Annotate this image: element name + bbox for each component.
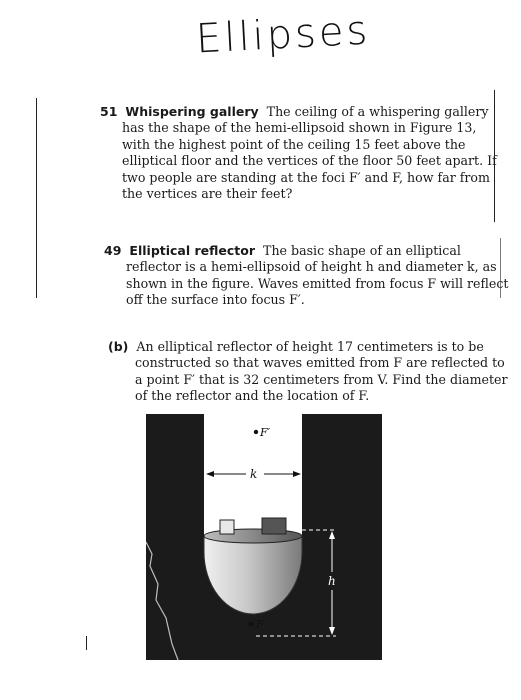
diameter-label: k — [250, 467, 258, 481]
problem-number: 49 — [104, 243, 122, 258]
rim-block-right — [262, 518, 286, 534]
part-text: An elliptical reflector of height 17 centimeters is to be constructed so that waves emitted from F are reflected to a point F′ that is 32 centimeters from V. Find the diameter of the reflector and the location of F. — [135, 339, 508, 404]
reflector-rim — [204, 529, 302, 543]
part-label: (b) — [108, 339, 129, 354]
rim-block-left — [220, 520, 234, 534]
focus-bottom-point — [249, 622, 254, 627]
focus-top-label: F′ — [260, 426, 271, 439]
problem-title: Whispering gallery — [125, 104, 259, 119]
focus-bottom-label: F — [256, 618, 264, 631]
page-heading: Ellipses — [194, 7, 372, 63]
reflector-illustration — [146, 414, 382, 660]
height-label: h — [328, 574, 336, 588]
left-margin-line — [36, 98, 37, 298]
problem-49 — [104, 243, 510, 309]
reflector-figure — [146, 414, 382, 660]
problem-49-part-b — [108, 339, 515, 405]
bottom-left-tick — [86, 636, 87, 650]
focus-top-point — [254, 430, 258, 434]
problem-51 — [100, 104, 508, 202]
problem-title: Elliptical reflector — [129, 243, 256, 258]
problem-text: The ceiling of a whispering gallery has the shape of the hemi-ellipsoid shown in Figure 13, with the highest point of the ceiling 15 feet above the elliptical floor and the vertices of the floor 50 feet apart. If two people are standing at the foci F′ and F, how far from the vertices are their feet? — [122, 104, 497, 202]
problem-text: The basic shape of an elliptical reflector is a hemi-ellipsoid of height h and diameter k, as shown in the figure. Waves emitted from focus F will reflect off the surface into focus F′. — [126, 243, 509, 308]
problem-number: 51 — [100, 104, 118, 119]
